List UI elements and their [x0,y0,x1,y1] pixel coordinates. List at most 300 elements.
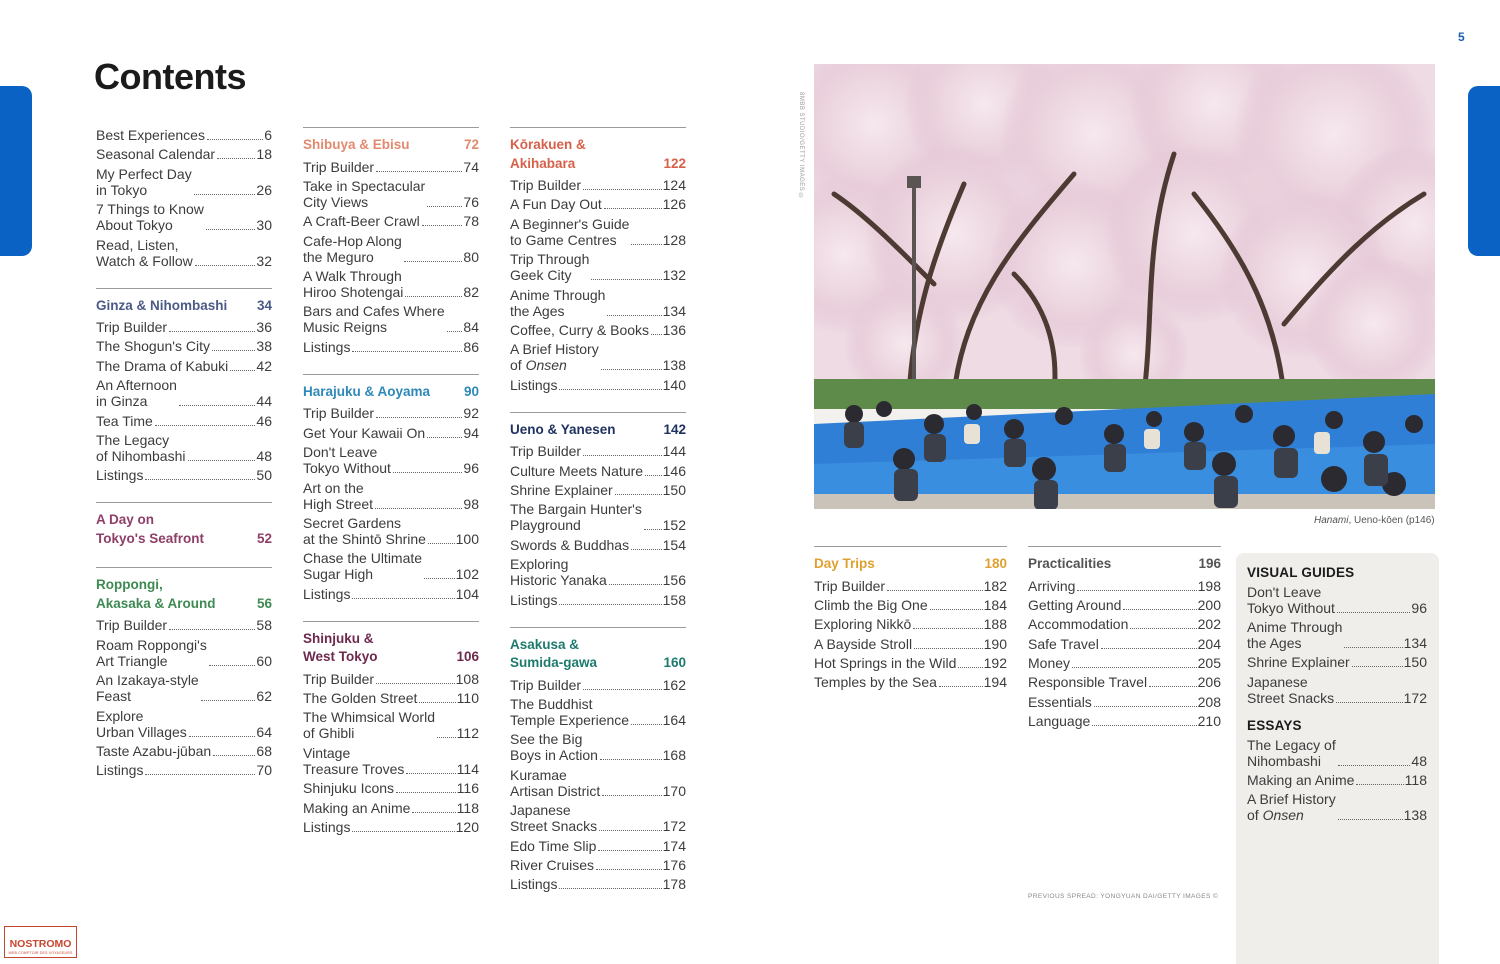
toc-entry-page: 170 [662,782,686,799]
dot-leader [591,279,661,280]
dot-leader [644,529,662,530]
toc-entry-page: 120 [455,819,479,836]
toc-entry[interactable] [510,876,686,892]
dot-leader [913,628,982,629]
section-page: 122 [663,155,686,171]
toc-entry-label: A Brief History of Onsen [510,341,599,374]
toc-entry[interactable] [96,358,272,374]
dot-leader [559,888,661,889]
section-title: Shibuya & Ebisu [303,137,410,152]
toc-entry-label: Don't Leave Tokyo Without [303,444,391,477]
toc-entry-page: 116 [456,780,479,797]
toc-entry-page: 80 [463,248,479,265]
toc-entry-label: Getting Around [1028,596,1122,613]
dot-leader [631,549,662,550]
toc-entry[interactable] [96,377,272,409]
toc-entry[interactable] [510,341,686,373]
toc-entry-label: See the Big Boys in Action [510,731,598,764]
toc-entry[interactable] [303,213,479,229]
toc-entry-page: 68 [256,742,272,759]
toc-column-1 [96,127,272,797]
toc-entry-page: 184 [983,596,1007,613]
toc-entry[interactable] [814,636,1007,652]
toc-entry-page: 174 [662,837,686,854]
dot-leader [437,737,456,738]
dot-leader [352,598,454,599]
toc-entry[interactable] [1247,674,1427,706]
dot-leader [217,158,255,159]
toc-entry[interactable] [510,482,686,498]
toc-entry[interactable] [510,537,686,553]
toc-entry[interactable] [303,178,479,210]
toc-entry-page: 178 [662,876,686,893]
toc-entry[interactable] [1247,619,1427,651]
toc-entry[interactable] [510,251,686,283]
right-edge-tab [1468,86,1500,256]
toc-entry-label: Explore Urban Villages [96,707,187,740]
toc-section [96,288,272,484]
dot-leader [179,405,255,406]
visual-guides-list [1247,584,1427,706]
toc-entry[interactable] [96,166,272,198]
toc-entry[interactable] [510,196,686,212]
toc-entry[interactable] [96,338,272,354]
toc-entry[interactable] [96,432,272,464]
toc-entry[interactable] [510,802,686,834]
toc-entry-page: 76 [463,193,479,210]
essays-section [1247,718,1427,823]
toc-entry[interactable] [96,708,272,740]
toc-entry-page: 194 [983,674,1007,691]
section-page: 90 [463,383,479,399]
toc-entry[interactable] [303,159,479,175]
toc-entry-page: 102 [455,566,479,583]
toc-entry-label: Anime Through the Ages [510,286,606,319]
toc-entry[interactable] [1028,578,1221,594]
dot-leader [1094,706,1197,707]
dot-leader [404,261,463,262]
dot-leader [207,139,263,140]
toc-entry-label: An Izakaya-style Feast [96,672,199,705]
toc-entry[interactable] [1028,636,1221,652]
toc-entry[interactable] [814,578,1007,594]
section-heading[interactable] [96,576,272,613]
dot-leader [422,225,463,226]
toc-entry-label: Trip Builder [510,443,582,460]
toc-entry-label: The Bargain Hunter's Playground [510,501,642,534]
photo-caption: Hanami, Ueno-kōen (p146) [1314,515,1435,526]
toc-entry[interactable] [510,696,686,728]
section-heading[interactable] [96,511,272,548]
toc-entry[interactable] [96,637,272,669]
dot-leader [201,700,256,701]
toc-entry-label: Exploring Historic Yanaka [510,556,607,589]
toc-entry[interactable] [96,413,272,429]
section-title: A Day on Tokyo's Seafront [96,512,204,546]
toc-entry-page: 158 [662,591,686,608]
toc-entry[interactable] [303,233,479,265]
toc-entry-label: The Buddhist Temple Experience [510,695,630,728]
toc-entry-page: 32 [256,252,272,269]
toc-entry-label: Money [1028,655,1071,672]
toc-entry-page: 132 [662,267,686,284]
toc-entry[interactable] [510,501,686,533]
toc-entry[interactable] [303,515,479,547]
toc-entry-page: 138 [662,357,686,374]
toc-entry[interactable] [510,322,686,338]
toc-entry-page: 62 [256,688,272,705]
toc-entry-label: Cafe-Hop Along the Meguro [303,232,402,265]
toc-section [96,127,272,269]
dot-leader [1336,702,1402,703]
dot-leader [958,667,982,668]
toc-entry-page: 172 [1403,689,1427,706]
section-title: Practicalities [1028,556,1112,571]
toc-entry[interactable] [1028,597,1221,613]
toc-entry-page: 96 [1411,600,1427,616]
toc-entry-label: Best Experiences [96,127,205,143]
toc-entry-label: River Cruises [510,856,595,873]
dot-leader [645,475,662,476]
visual-guides-section [1247,565,1427,706]
toc-entry-page: 176 [662,856,686,873]
toc-entry-page: 48 [256,448,272,465]
toc-entry-label: Listings [96,467,144,484]
dot-leader [1352,666,1403,667]
toc-section [510,412,686,608]
toc-entry[interactable] [1028,616,1221,632]
toc-entry-page: 6 [264,127,272,143]
dot-leader [393,472,462,473]
dot-leader [206,229,256,230]
dot-leader [169,629,255,630]
toc-entry[interactable] [303,671,479,687]
dot-leader [405,296,462,297]
toc-entry[interactable] [303,800,479,816]
toc-entry-page: 58 [256,617,272,634]
toc-entry[interactable] [96,146,272,162]
section-heading[interactable] [303,383,479,402]
toc-entry-page: 156 [662,572,686,589]
toc-entry[interactable] [1247,584,1427,616]
dot-leader [914,648,983,649]
toc-entry[interactable] [510,731,686,763]
dot-leader [930,609,983,610]
toc-entry-page: 150 [662,482,686,499]
toc-entry-page: 154 [662,536,686,553]
toc-entry-page: 172 [662,818,686,835]
dot-leader [583,189,662,190]
dot-leader [598,850,661,851]
dot-leader [559,604,661,605]
visual-guides-box [1236,553,1439,964]
section-title: Ginza & Nihombashi [96,297,228,313]
dot-leader [352,351,462,352]
toc-entry-label: Temples by the Sea [814,674,937,691]
section-title: Shinjuku & West Tokyo [303,630,378,665]
toc-section [303,127,479,355]
toc-entry[interactable] [510,443,686,459]
toc-entry[interactable] [303,709,479,741]
toc-entry[interactable] [510,838,686,854]
section-heading[interactable] [96,297,272,316]
toc-entry[interactable] [96,319,272,335]
section-page: 34 [256,297,272,313]
dot-leader [376,171,462,172]
toc-entry[interactable] [1247,654,1427,670]
dot-leader [887,590,983,591]
toc-entry[interactable] [814,616,1007,632]
toc-entry[interactable] [303,550,479,582]
visual-guides-heading: VISUAL GUIDES [1247,565,1355,580]
toc-entry-page: 114 [456,760,479,777]
toc-entry-label: Listings [510,876,558,893]
toc-entry[interactable] [1247,737,1427,769]
toc-entry-page: 134 [1403,635,1427,652]
hanami-picnic-illustration [814,64,1435,509]
dot-leader [195,265,256,266]
dot-leader [1072,667,1197,668]
toc-entry-label: Get Your Kawaii On [303,424,426,441]
toc-entry-page: 46 [256,412,272,429]
toc-entry[interactable] [303,586,479,602]
toc-entry-page: 150 [1403,654,1427,671]
toc-entry[interactable] [510,767,686,799]
toc-entry-page: 86 [463,338,479,355]
page-number: 5 [1458,30,1465,44]
dot-leader [939,686,983,687]
toc-entry[interactable] [814,597,1007,613]
toc-entry-page: 146 [662,462,686,479]
toc-entry-page: 38 [256,338,272,355]
dot-leader [189,736,256,737]
section-title: Harajuku & Aoyama [303,383,431,399]
toc-entry-label: Hot Springs in the Wild [814,655,957,672]
toc-entry[interactable] [1028,674,1221,690]
toc-entry-label: A Craft-Beer Crawl [303,213,420,230]
toc-entry-page: 126 [662,196,686,213]
toc-entry-label: A Bayside Stroll [814,635,913,652]
dot-leader [1344,647,1402,648]
photo-credit: 8MBB STUDIO/GETTY IMAGES © [798,92,804,200]
section-heading[interactable] [510,421,686,440]
section-title: Ueno & Yanesen [510,421,616,437]
toc-entry-label: Bars and Cafes Where Music Reigns [303,303,445,336]
section-heading[interactable] [1028,555,1221,574]
toc-entry-page: 188 [983,616,1007,633]
toc-entry[interactable] [814,655,1007,671]
toc-entry-label: Listings [303,819,351,836]
dot-leader [615,494,662,495]
dot-leader [375,508,462,509]
toc-section [814,546,1007,690]
toc-entry-label: Exploring Nikkō [814,616,912,633]
dot-leader [1101,648,1197,649]
toc-entry-page: 182 [983,577,1007,594]
section-title: Day Trips [814,556,875,571]
section-heading[interactable] [814,555,1007,574]
toc-entry-label: A Brief History of Onsen [1247,790,1336,823]
toc-entry-label: Edo Time Slip [510,837,597,854]
section-page: 72 [463,137,479,152]
toc-section [1028,546,1221,729]
toc-entry-label: Making an Anime [1247,771,1355,788]
toc-section [510,127,686,393]
toc-entry-page: 162 [662,676,686,693]
toc-entry-page: 136 [662,321,686,338]
dot-leader [596,869,662,870]
toc-entry[interactable] [303,303,479,335]
previous-spread-credit: PREVIOUS SPREAD: YONGYUAN DAI/GETTY IMAGES © [1028,893,1219,900]
toc-entry[interactable] [303,444,479,476]
toc-entry[interactable] [303,745,479,777]
section-heading[interactable] [510,636,686,673]
toc-entry-page: 164 [662,711,686,728]
toc-entry-label: Secret Gardens at the Shintō Shrine [303,514,426,547]
section-heading[interactable] [303,630,479,667]
dot-leader [602,795,661,796]
toc-entry[interactable] [1247,791,1427,823]
toc-entry[interactable] [1028,694,1221,710]
toc-entry-label: Swords & Buddhas [510,536,630,553]
toc-entry[interactable] [510,857,686,873]
dot-leader [396,792,456,793]
toc-entry[interactable] [96,237,272,269]
toc-section [510,627,686,893]
dot-leader [609,584,662,585]
toc-entry-page: 128 [662,231,686,248]
toc-entry-label: Listings [303,338,351,355]
toc-entry-label: The Golden Street [303,690,418,707]
toc-entry-label: Shinjuku Icons [303,780,395,797]
dot-leader [1338,765,1411,766]
toc-entry-page: 64 [256,723,272,740]
dot-leader [213,755,255,756]
toc-entry[interactable] [303,480,479,512]
toc-entry[interactable] [96,127,272,143]
stamp-name: NOSTROMO [9,938,72,950]
toc-entry-page: 82 [463,284,479,301]
toc-entry[interactable] [814,674,1007,690]
dot-leader [1338,819,1403,820]
toc-column-4 [814,546,1007,709]
toc-entry-label: Taste Azabu-jūban [96,742,212,759]
toc-entry-page: 118 [1404,771,1427,788]
dot-leader [583,455,662,456]
toc-entry-page: 138 [1403,806,1427,823]
toc-entry-page: 112 [456,725,479,742]
page-title: Contents [94,56,246,97]
toc-entry[interactable] [96,743,272,759]
toc-section [96,567,272,778]
dot-leader [212,350,255,351]
section-title: Roppongi, Akasaka & Around [96,577,216,611]
toc-entry-page: 124 [662,177,686,193]
toc-entry-label: Safe Travel [1028,635,1099,652]
toc-entry[interactable] [303,268,479,300]
dot-leader [376,417,462,418]
section-page: 142 [663,421,686,437]
toc-entry-label: The Shogun's City [96,338,210,355]
toc-entry[interactable] [510,216,686,248]
toc-entry-page: 204 [1197,635,1221,652]
toc-entry-page: 94 [463,424,479,441]
toc-entry[interactable] [510,377,686,393]
toc-entry-page: 74 [463,158,479,175]
toc-entry[interactable] [303,405,479,421]
toc-column-5 [1028,546,1221,748]
toc-entry[interactable] [96,762,272,778]
toc-entry[interactable] [96,467,272,483]
toc-entry-page: 192 [983,655,1007,672]
toc-entry-page: 205 [1197,655,1221,672]
toc-section [303,621,479,835]
dot-leader [427,206,462,207]
essays-list [1247,737,1427,823]
toc-entry-page: 50 [256,467,272,484]
toc-entry-page: 144 [662,443,686,460]
toc-entry[interactable] [303,819,479,835]
section-heading[interactable] [510,136,686,173]
toc-entry[interactable] [96,201,272,233]
toc-entry-label: A Fun Day Out [510,196,602,213]
toc-entry[interactable] [96,672,272,704]
toc-entry[interactable] [303,780,479,796]
toc-entry[interactable] [1028,713,1221,729]
toc-entry[interactable] [303,425,479,441]
toc-entry-page: 210 [1197,713,1221,730]
toc-entry-page: 152 [662,517,686,534]
toc-entry-label: Trip Builder [303,158,375,175]
toc-entry-page: 70 [256,762,272,779]
section-heading[interactable] [303,136,479,155]
toc-entry[interactable] [1247,772,1427,788]
toc-entry-page: 60 [256,652,272,669]
toc-entry[interactable] [510,177,686,193]
toc-entry-label: The Legacy of Nihombashi [1247,736,1336,769]
toc-entry-page: 190 [983,635,1007,652]
toc-entry-label: Chase the Ultimate Sugar High [303,550,423,583]
dot-leader [230,370,255,371]
dot-leader [376,683,455,684]
toc-entry[interactable] [303,339,479,355]
toc-entry[interactable] [510,592,686,608]
section-page: 180 [984,556,1007,571]
toc-entry-label: Trip Builder [96,319,168,336]
toc-entry[interactable] [510,287,686,319]
toc-entry[interactable] [303,690,479,706]
toc-entry[interactable] [1028,655,1221,671]
toc-entry-label: Trip Builder [303,405,375,422]
dot-leader [428,543,455,544]
dot-leader [1337,612,1410,613]
dot-leader [145,479,255,480]
stamp-tagline: WEB COMPTOIR DES VOYAGEURS [8,951,73,955]
toc-entry[interactable] [510,677,686,693]
dot-leader [194,194,256,195]
toc-entry-label: Take in Spectacular City Views [303,177,426,210]
toc-entry[interactable] [510,463,686,479]
toc-entry-label: Trip Builder [814,577,886,594]
toc-entry[interactable] [96,617,272,633]
toc-entry-page: 140 [662,376,686,393]
dot-leader [427,437,462,438]
toc-entry-label: Tea Time [96,412,153,429]
toc-entry-label: My Perfect Day in Tokyo [96,165,192,198]
section-page: 52 [256,530,272,546]
toc-entry[interactable] [510,556,686,588]
toc-entry-label: Shrine Explainer [1247,654,1350,671]
